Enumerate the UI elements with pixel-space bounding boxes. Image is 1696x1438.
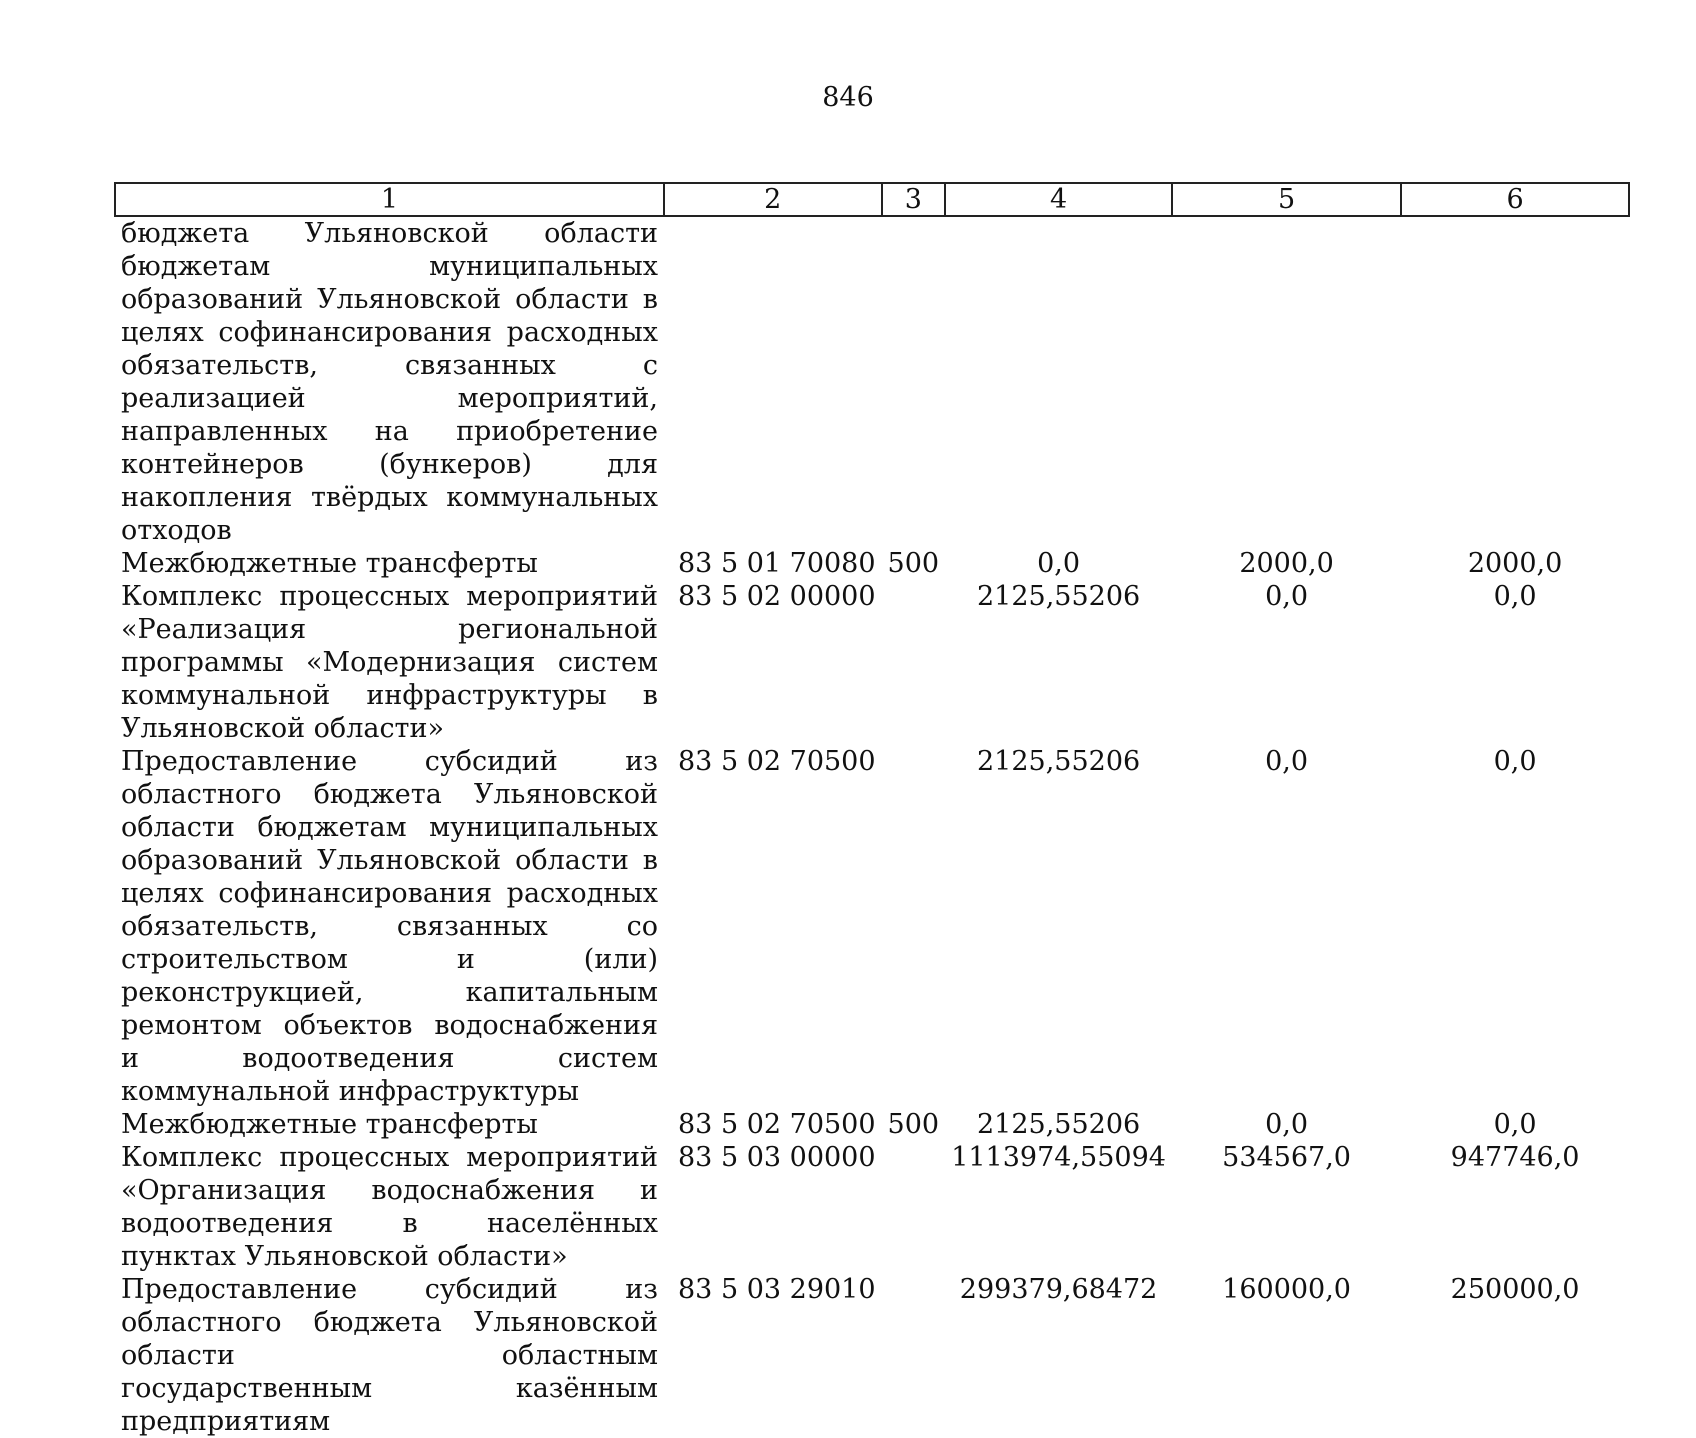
- row-amount-col4: 1113974,55094: [951, 1142, 1166, 1173]
- column-header-5: 5: [1172, 183, 1401, 216]
- row-expense-type: [882, 1141, 946, 1273]
- row-expense-type: [882, 580, 946, 745]
- row-amount-col4: 0,0: [1037, 548, 1081, 579]
- row-expense-type: [882, 745, 946, 1108]
- row-expense-type: [882, 1273, 946, 1438]
- row-amount-col6: 0,0: [1493, 1109, 1537, 1140]
- row-amount-col5: 2000,0: [1239, 548, 1334, 579]
- row-amount-col4: 2125,55206: [976, 1109, 1141, 1140]
- row-description: Предоставление субсидий из областного бюджета Ульяновской области областным государственным казённым предприятиям: [121, 1274, 658, 1437]
- row-amount-col4: 299379,68472: [959, 1274, 1158, 1305]
- row-amount-col5: [1172, 216, 1401, 547]
- budget-table: [114, 182, 1630, 1438]
- column-header-3: 3: [882, 183, 946, 216]
- column-header-1: 1: [115, 183, 664, 216]
- row-amount-col4: [945, 216, 1172, 547]
- row-code: 83 5 02 70500: [678, 746, 876, 777]
- table-row: [115, 547, 1629, 580]
- row-amount-col6: 947746,0: [1450, 1142, 1580, 1173]
- row-amount-col4: 2125,55206: [976, 581, 1141, 612]
- row-amount-col5: 0,0: [1265, 581, 1309, 612]
- row-description: Комплекс процессных мероприятий «Организация водоснабжения и водоотведения в населённых пунктах Ульяновской области»: [121, 1142, 658, 1272]
- header-row: [115, 183, 1629, 216]
- row-description: бюджета Ульяновской области бюджетам муниципальных образований Ульяновской области в целях софинансирования расходных обязательств, связанных с реализацией мероприятий, направленных на приобретение контейнеров (бункеров) для накопления твёрдых коммунальных отходов: [121, 218, 658, 546]
- column-header-2: 2: [664, 183, 882, 216]
- row-amount-col6: 2000,0: [1467, 548, 1563, 579]
- row-amount-col4: 2125,55206: [976, 746, 1141, 777]
- table-row: [115, 1141, 1629, 1273]
- row-expense-type: [882, 216, 946, 547]
- column-header-4: 4: [945, 183, 1172, 216]
- row-amount-col6: 0,0: [1493, 581, 1537, 612]
- table-row: [115, 745, 1629, 1108]
- table-body: [115, 216, 1629, 1438]
- row-description: Межбюджетные трансферты: [121, 548, 538, 579]
- table-row: [115, 216, 1629, 547]
- table-header: [115, 183, 1629, 216]
- row-amount-col6: 250000,0: [1450, 1274, 1580, 1305]
- row-amount-col5: 0,0: [1265, 746, 1309, 777]
- row-amount-col6: [1401, 216, 1629, 547]
- row-description: Межбюджетные трансферты: [121, 1109, 538, 1140]
- row-code: 83 5 02 00000: [678, 581, 876, 612]
- page-number: 846: [822, 82, 874, 113]
- row-description: Комплекс процессных мероприятий «Реализация региональной программы «Модернизация систем коммунальной инфраструктуры в Ульяновской области»: [121, 581, 658, 744]
- row-code: 83 5 03 29010: [678, 1274, 876, 1305]
- table-row: [115, 580, 1629, 745]
- row-code: [664, 216, 882, 547]
- row-description: Предоставление субсидий из областного бюджета Ульяновской области бюджетам муниципальных образований Ульяновской области в целях софинансирования расходных обязательств, связанных со строительством и (или) реконструкцией, капитальным ремонтом объектов водоснабжения и водоотведения систем коммунальной инфраструктуры: [121, 746, 658, 1107]
- row-expense-type: 500: [887, 548, 940, 579]
- row-code: 83 5 01 70080: [678, 548, 876, 579]
- row-code: 83 5 02 70500: [678, 1109, 876, 1140]
- column-header-6: 6: [1401, 183, 1629, 216]
- row-code: 83 5 03 00000: [678, 1142, 876, 1173]
- row-amount-col6: 0,0: [1493, 746, 1537, 777]
- row-amount-col5: 534567,0: [1222, 1142, 1351, 1173]
- row-expense-type: 500: [887, 1109, 940, 1140]
- row-amount-col5: 0,0: [1265, 1109, 1309, 1140]
- table-row: [115, 1273, 1629, 1438]
- row-amount-col5: 160000,0: [1222, 1274, 1351, 1305]
- table-row: [115, 1108, 1629, 1141]
